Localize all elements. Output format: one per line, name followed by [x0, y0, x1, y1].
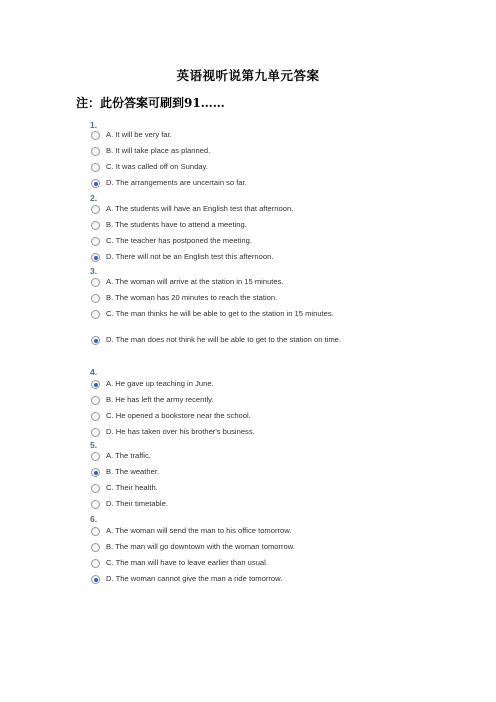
option-label: A. The woman will send the man to his office tomorrow. — [106, 526, 292, 535]
radio-button-selected[interactable] — [91, 336, 100, 345]
option-label: B. The weather. — [106, 467, 160, 476]
option-label: B. The woman has 20 minutes to reach the station. — [106, 293, 278, 302]
option-label: B. He has left the army recently. — [106, 395, 214, 404]
option-label: D. He has taken over his brother's business. — [106, 427, 255, 436]
option-label: A. He gave up teaching in June. — [106, 379, 214, 388]
question-number: 6. — [90, 514, 98, 524]
radio-button[interactable] — [91, 543, 100, 552]
radio-button[interactable] — [91, 147, 100, 156]
option-label: D. The woman cannot give the man a ride tomorrow. — [106, 574, 283, 583]
radio-button[interactable] — [91, 278, 100, 287]
radio-button[interactable] — [91, 412, 100, 421]
radio-button-selected[interactable] — [91, 575, 100, 584]
radio-button[interactable] — [91, 559, 100, 568]
option-label: C. The man will have to leave earlier than usual. — [106, 558, 268, 567]
radio-button[interactable] — [91, 428, 100, 437]
radio-button[interactable] — [91, 500, 100, 509]
option-label: C. He opened a bookstore near the school. — [106, 411, 251, 420]
option-label: D. The arrangements are uncertain so far. — [106, 178, 247, 187]
option-label: C. Their health. — [106, 483, 158, 492]
question-number: 4. — [90, 367, 98, 377]
option-label: B. The man will go downtown with the woman tomorrow. — [106, 542, 295, 551]
option-label: C. The teacher has postponed the meeting. — [106, 236, 252, 245]
radio-button[interactable] — [91, 294, 100, 303]
radio-button-selected[interactable] — [91, 468, 100, 477]
question-number: 1. — [90, 120, 98, 130]
radio-button[interactable] — [91, 527, 100, 536]
option-label: A. It will be very far. — [106, 130, 172, 139]
radio-button[interactable] — [91, 396, 100, 405]
option-label: B. The students have to attend a meeting. — [106, 220, 247, 229]
option-label: D. The man does not think he will be able to get to the station on time. — [106, 335, 341, 344]
radio-button[interactable] — [91, 221, 100, 230]
radio-button-selected[interactable] — [91, 179, 100, 188]
question-number: 3. — [90, 266, 98, 276]
question-number: 2. — [90, 193, 98, 203]
page-title: 英语视听说第九单元答案 — [176, 68, 320, 83]
radio-button[interactable] — [91, 205, 100, 214]
radio-button[interactable] — [91, 237, 100, 246]
question-number: 5. — [90, 440, 98, 450]
option-label: A. The woman will arrive at the station in 15 minutes. — [106, 277, 284, 286]
radio-button-selected[interactable] — [91, 253, 100, 262]
note: 注：此份答案可刷到91…… — [76, 96, 225, 110]
radio-button[interactable] — [91, 131, 100, 140]
option-label: A. The traffic. — [106, 451, 151, 460]
radio-button-selected[interactable] — [91, 380, 100, 389]
option-label: B. It will take place as planned. — [106, 146, 211, 155]
option-label: C. It was called off on Sunday. — [106, 162, 208, 171]
option-label: D. There will not be an English test this afternoon. — [106, 252, 274, 261]
option-label: D. Their timetable. — [106, 499, 168, 508]
radio-button[interactable] — [91, 310, 100, 319]
radio-button[interactable] — [91, 484, 100, 493]
option-label: A. The students will have an English test that afternoon. — [106, 204, 294, 213]
radio-button[interactable] — [91, 452, 100, 461]
radio-button[interactable] — [91, 163, 100, 172]
option-label: C. The man thinks he will be able to get to the station in 15 minutes. — [106, 309, 334, 318]
